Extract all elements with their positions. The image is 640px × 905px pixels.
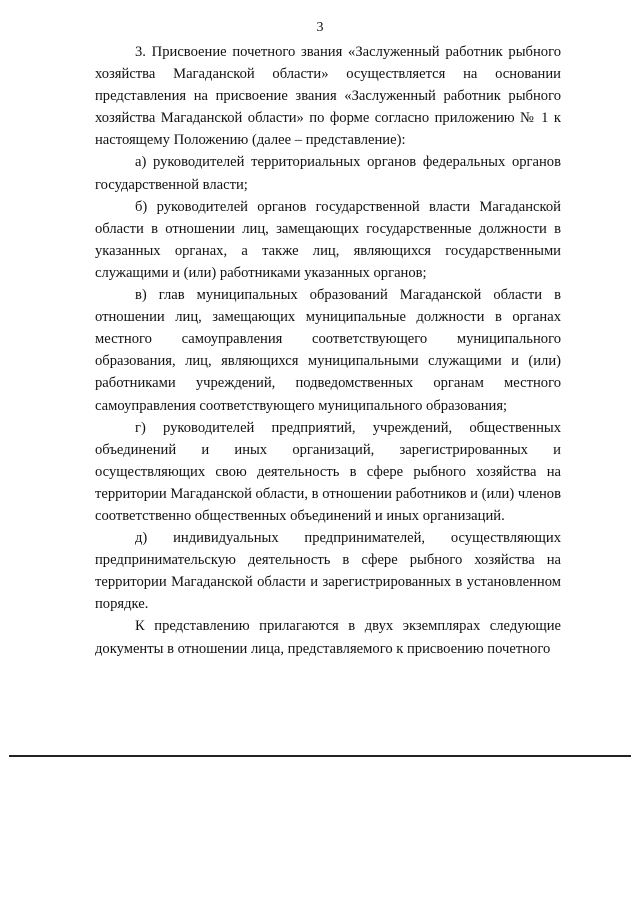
paragraph-item-b: б) руководителей органов государственной власти Магаданской области в отношении лиц, замещающих государственные должности в указанных органах, а также лиц, являющихся государственными служащими и (или) работниками указанных органов; <box>95 198 561 281</box>
paragraph-item-v: в) глав муниципальных образований Магаданской области в отношении лиц, замещающих муниципальные должности в органах местного самоуправления соответствующего муниципального образования, лиц, являющихся муниципальными служащими и (или) работниками учреждений, подведомственных органам местного самоуправления соответствующего муниципального образования; <box>95 287 561 414</box>
paragraph-item-a: а) руководителей территориальных органов федеральных органов государственной власти; <box>95 154 561 193</box>
paragraph-clause-3: 3. Присвоение почетного звания «Заслуженный работник рыбного хозяйства Магаданской области» осуществляется на основании представления на присвоение звания «Заслуженный работник рыбного хозяйства Магаданской области» по форме согласно приложению № 1 к настоящему Положению (далее – представление): <box>95 44 561 149</box>
page-number: 3 <box>316 20 324 35</box>
paragraph-item-g: г) руководителей предприятий, учреждений, общественных объединений и иных организаций, зарегистрированных и осуществляющих свою деятельность в сфере рыбного хозяйства на территории Магаданской области, в отношении работников и (или) членов соответственно общественных объединений и иных организаций. <box>95 419 561 524</box>
page-bottom-rule <box>9 755 631 757</box>
document-body <box>95 41 561 660</box>
paragraph-item-d: д) индивидуальных предпринимателей, осуществляющих предпринимательскую деятельность в сфере рыбного хозяйства на территории Магаданской области и зарегистрированных в установленном порядке. <box>95 530 561 613</box>
paragraph-attachments: К представлению прилагаются в двух экземплярах следующие документы в отношении лица, представляемого к присвоению почетного <box>95 618 561 657</box>
